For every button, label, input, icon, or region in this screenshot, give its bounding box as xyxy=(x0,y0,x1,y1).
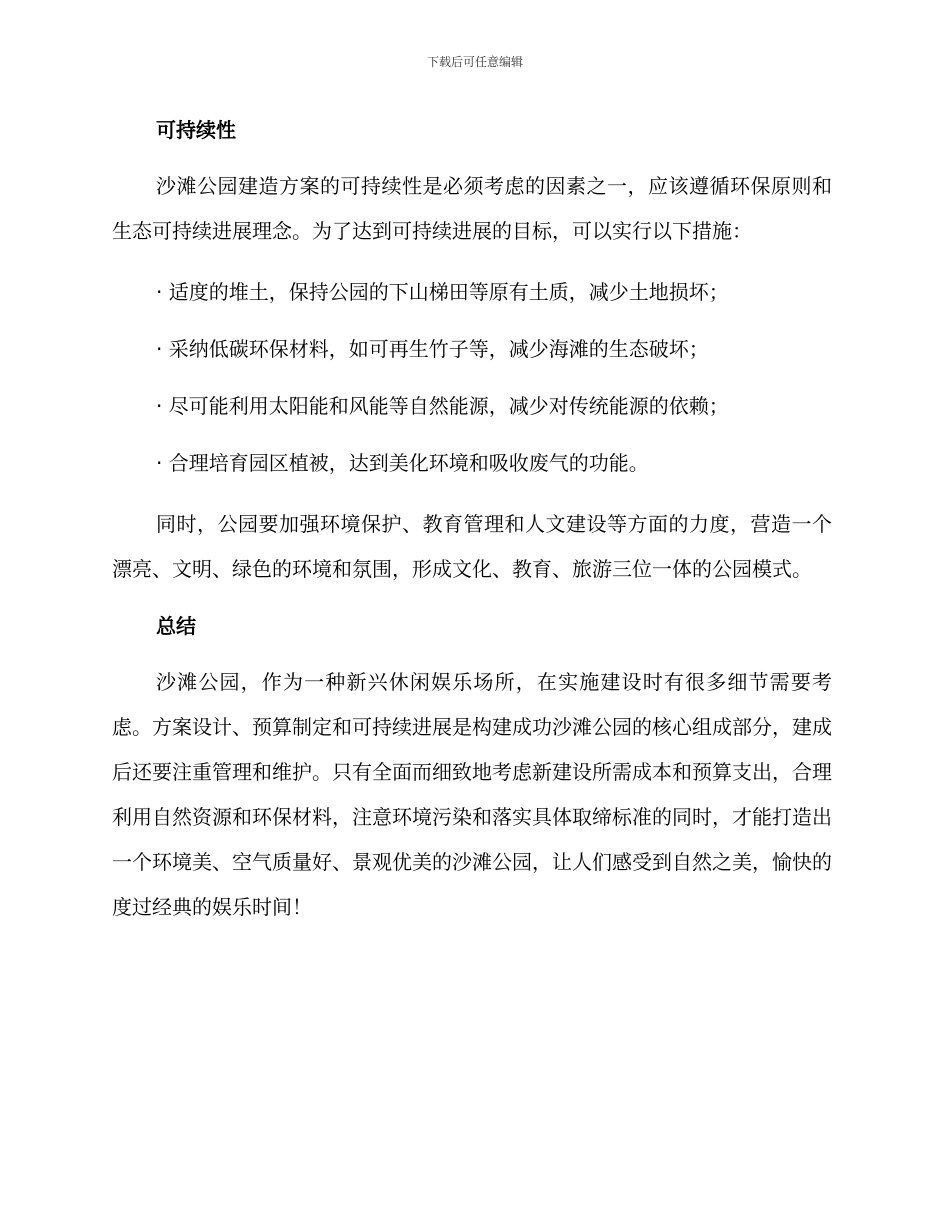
summary-paragraph: 沙滩公园，作为一种新兴休闲娱乐场所，在实施建设时有很多细节需要考虑。方案设计、预算制定和可持续进展是构建成功沙滩公园的核心组成部分，建成后还要注重管理和维护。只有全面而细致地考虑新建设所需成本和预算支出，合理利用自然资源和环保材料，注意环境污染和落实具体取缔标准的同时，才能打造出一个环境美、空气质量好、景观优美的沙滩公园，让人们感受到自然之美，愉快的度过经典的娱乐时间！ xyxy=(112,670,832,919)
spacer xyxy=(112,492,832,502)
page-header-note: 下载后可任意编辑 xyxy=(426,55,523,69)
spacer xyxy=(112,152,832,164)
spacer xyxy=(112,648,832,660)
bullet-item: · 适度的堆土，保持公园的下山梯田等原有土质，减少土地损坏； xyxy=(156,280,729,304)
bullet-item: · 合理培育园区植被，达到美化环境和吸收废气的功能。 xyxy=(156,451,649,475)
spacer xyxy=(112,592,832,604)
section-heading-sustainability: 可持续性 xyxy=(156,118,236,142)
bullet-item: · 尽可能利用太阳能和风能等自然能源，减少对传统能源的依赖； xyxy=(156,394,729,418)
document-body xyxy=(112,108,832,930)
section-heading-summary: 总结 xyxy=(156,614,196,638)
spacer xyxy=(112,254,832,264)
bullet-item: · 采纳低碳环保材料，如可再生竹子等，减少海滩的生态破坏； xyxy=(156,337,709,361)
sustainability-closing-paragraph: 同时，公园要加强环境保护、教育管理和人文建设等方面的力度，营造一个漂亮、文明、绿色的环境和氛围，形成文化、教育、旅游三位一体的公园模式。 xyxy=(112,512,832,581)
sustainability-intro-paragraph: 沙滩公园建造方案的可持续性是必须考虑的因素之一，应该遵循环保原则和生态可持续进展理念。为了达到可持续进展的目标，可以实行以下措施： xyxy=(112,174,832,243)
